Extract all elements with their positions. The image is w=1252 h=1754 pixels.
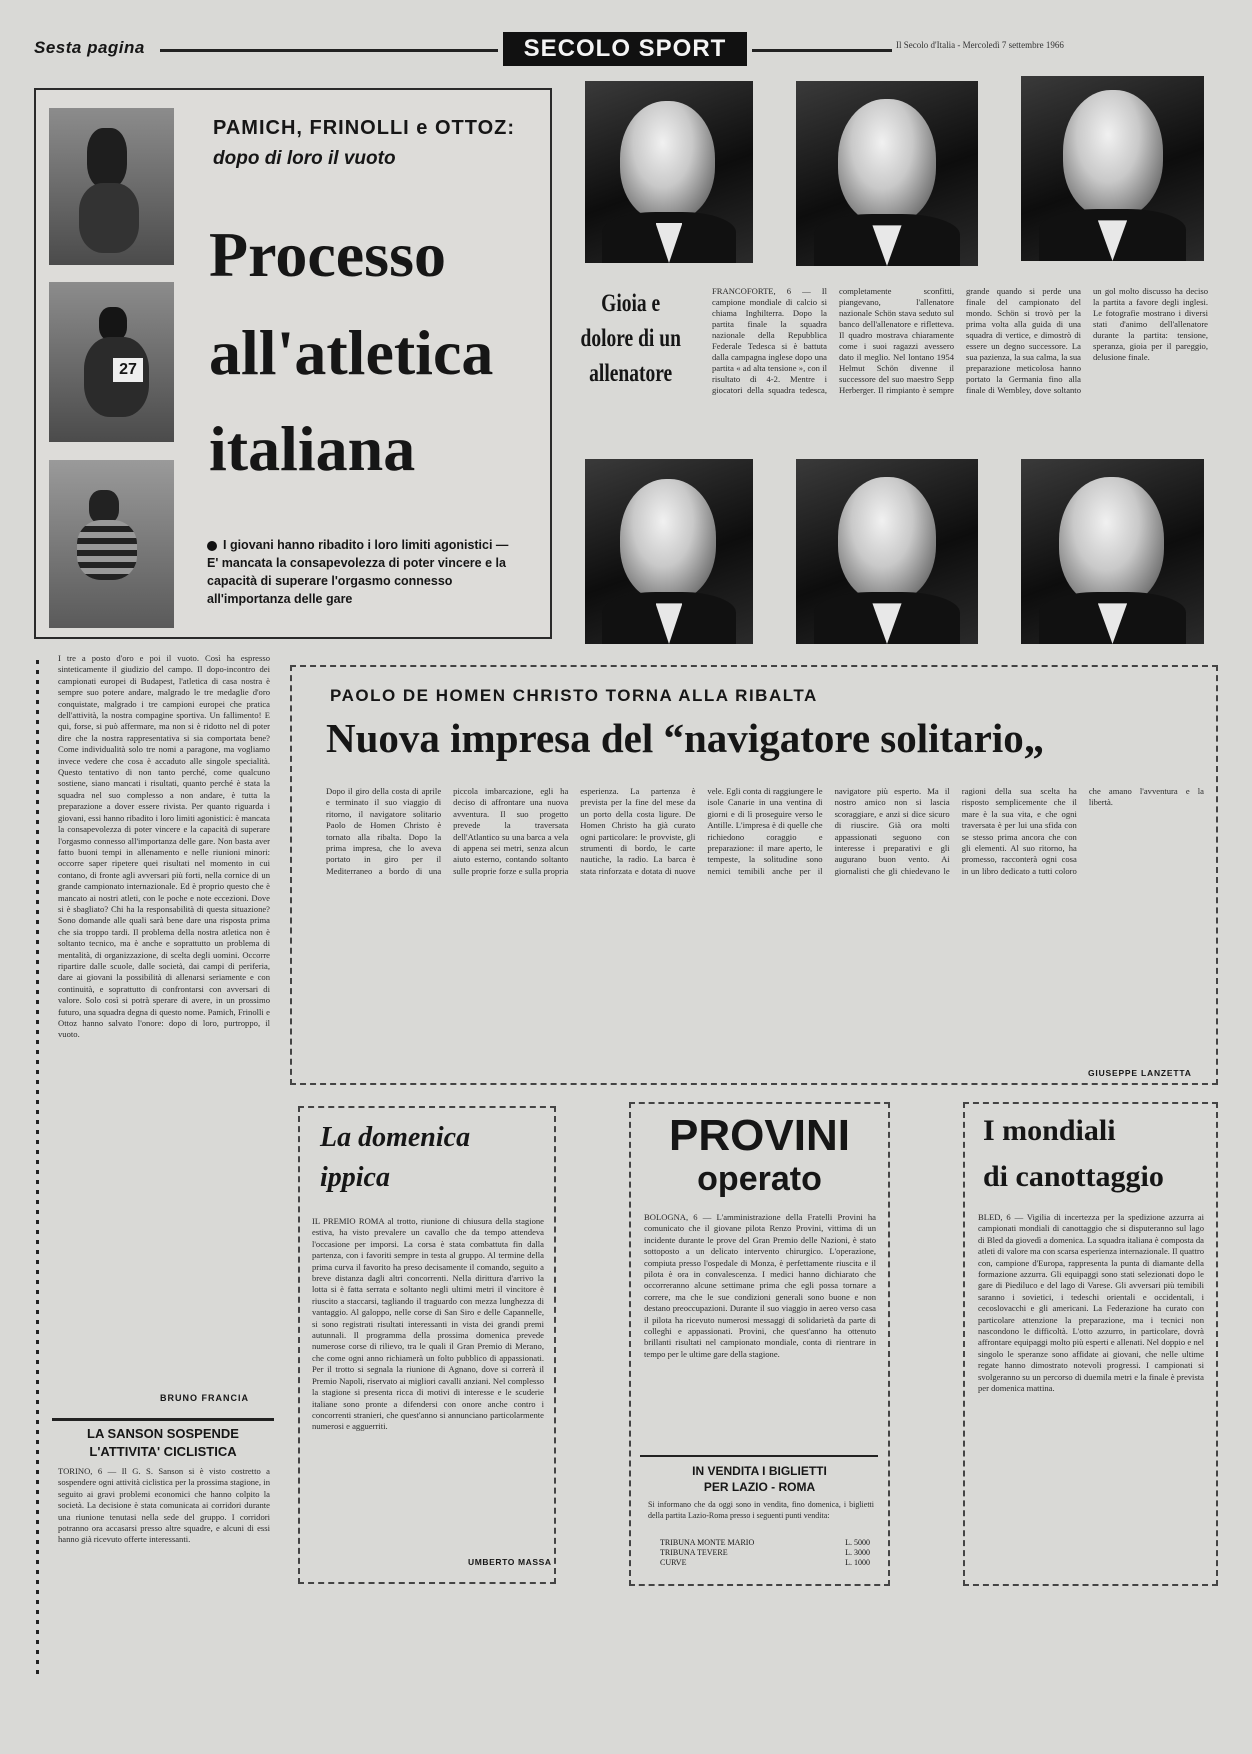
ippica-body: IL PREMIO ROMA al trotto, riunione di chiusura della stagione estiva, ha visto prevalere un cavallo che da tempo attendeva l'occasione per imporsi. La corsa è stata combattuta fin dalla partenza, con i favoriti sempre in testa al gruppo. Al termine della prima curva il favorito ha preso decisamente il comando, seguito a breve distanza dagli altri concorrenti. Nella dirittura d'arrivo la lotta si è fatta serrata e soltanto negli ultimi metri il vincitore è riuscito a staccarsi, tagliando il traguardo con mezza lunghezza di vantaggio. Al galoppo, nelle corse di San Siro e delle Capannelle, si sono registrati risultati interessanti in vista dei grandi premi autunnali. Il programma della prossima domenica prevede numerose corse di rilievo, tra le quali il Gran Premio di Merano, che come ogni anno richiamerà un folto pubblico di appassionati. Per il trotto si segnala la riunione di Agnano, dove si correrà il Premio Napoli, riservato ai migliori cavalli anziani. Nel complesso la stagione si presenta ricca di motivi di interesse e le scuderie italiane sono pronte a difendersi con onore anche contro i concorrenti stranieri, che quest'anno si annunciano particolarmente numerosi e agguerriti.	[312, 1216, 544, 1432]
sanson-box	[52, 1418, 274, 1421]
navigator-body: Dopo il giro della costa di aprile e terminato il suo viaggio di ritorno, il navigatore solitario Paolo de Homen Christo è tornato alla ribalta. Dopo la prima impresa, che lo aveva portato in giro per il Mediterraneo a bordo di una piccola imbarcazione, egli ha deciso di affrontare una nuova avventura. Il suo progetto prevede la traversata dell'Atlantico su una barca a vela di appena sei metri, senza alcun aiuto esterno, contando soltanto sulle proprie forze e sulla propria esperienza. La partenza è prevista per la fine del mese da un porto della costa ligure. De Homen Christo ha già curato ogni particolare: le provviste, gli strumenti di bordo, le carte nautiche, la radio. La barca è stata rinforzata e dotata di nuove vele. Egli conta di raggiungere le isole Canarie in una ventina di giorni e di lì proseguire verso le Antille. L'impresa è di quelle che richiedono coraggio e preparazione: il mare aperto, le tempeste, la solitudine sono nemici temibili anche per il navigatore più esperto. Ma il nostro amico non si lascia scoraggiare, e anzi si dice sicuro di riuscire. Già ora molti appassionati seguono con interesse i preparativi e gli augurano buon vento. Ai giornalisti che gli chiedevano le ragioni della sua scelta ha risposto semplicemente che il mare è la sua vita, e che ogni traversata è per lui una sfida con se stesso prima ancora che con gli elementi. Al suo ritorno, ha promesso, racconterà ogni cosa in un libro dedicato a tutti coloro che amano l'avventura e la libertà.	[326, 786, 1204, 876]
tickets-table	[660, 1538, 870, 1568]
ticket-sector: TRIBUNA TEVERE	[660, 1548, 728, 1557]
sanson-headline-1: LA SANSON SOSPENDE	[87, 1426, 239, 1441]
tickets-title-2: PER LAZIO - ROMA	[703, 1480, 816, 1494]
table-row	[660, 1558, 870, 1568]
sanson-body: TORINO, 6 — Il G. S. Sanson si è visto costretto a sospendere ogni attività ciclistica per la prossima stagione, in seguito ai gravi problemi economici che hanno colpito la società. La decisione è stata comunicata ai corridori durante una riunione tenutasi nella sede del gruppo. I corridori potranno ora accasarsi presso altre squadre, e alcuni di essi hanno già ricevuto offerte interessanti.	[58, 1466, 270, 1545]
feature-body: I tre a posto d'oro e poi il vuoto. Così ha espresso sinteticamente il giudizio del campo. Il dopo-incontro dei campionati europei di Budapest, l'atletica di casa nostra è sempre suo potere andare, malgrado le tre medaglie d'oro conquistate, malgrado i tre campioni europei che pratica dell'attività, la nostra compagine sportiva. Un fallimento! E qui, forse, si può affermare, ma non si è ridotto nel di poter dire che la nostra rappresentativa si sia comportata bene? Come individualità solo tre nomi a paragone, ma vogliamo invece vedere che cosa è accaduto alle singole specialità. Questo tentativo di non tanto perché, come qualcuno sostiene, siano mancati i risultati, quanto perché è stata la squadra nel suo complesso a non andare, è tutta la preparazione a dover essere rivista. Per quanto riguarda i giovani, essi hanno ribadito i loro limiti agonistici: è mancata la consapevolezza di poter vincere e la capacità di superare l'orgasmo connesso all'importanza delle gare. Non basta aver fatto buoni tempi in allenamento e nelle riunioni minori: occorre saper ripetere quei risultati nel momento in cui contano, di fronte agli avversari più forti, nella cornice di un grande campionato internazionale. Ed è proprio questo che è mancato ai nostri atleti, con le poche e note eccezioni. Dove si è sbagliato? Chi ha la responsabilità di questa situazione? Sono domande alle quali sarà bene dare una risposta prima che sia troppo tardi. Il problema della nostra atletica non è soltanto tecnico, ma è anche e soprattutto un problema di mentalità, di organizzazione, di scelta degli uomini. Occorre ripartire dalle scuole, dalle società, dai campi di periferia, dare ai giovani la possibilità di allenarsi seriamente e con continuità, e soprattutto di confrontarsi con avversari di valore. Solo così si potrà sperare di avere, in un prossimo futuro, una squadra degna di questo nome. Pamich, Frinolli e Ottoz hanno salvato l'onore: dopo di loro, purtroppo, il vuoto.	[58, 653, 270, 1040]
header-rule-right	[752, 49, 892, 52]
table-row	[660, 1548, 870, 1558]
coach-photo-3	[1021, 76, 1204, 261]
provini-headline-2: operato	[697, 1160, 822, 1198]
coach-headline: Gioia e dolore di un allenatore	[580, 290, 681, 387]
feature-headline-2: all'atletica	[209, 317, 494, 388]
coach-photo-2	[796, 81, 978, 266]
feature-summary: I giovani hanno ribadito i loro limiti agonistici — E' mancata la consapevolezza di poter vincere e la capacità di superare l'orgasmo connesso all'importanza delle gare	[207, 538, 509, 606]
coach-photo-5	[796, 459, 978, 644]
canottaggio-body: BLED, 6 — Vigilia di incertezza per la spedizione azzurra ai campionati mondiali di canottaggio che si disputeranno sul lago di Bled da giovedì a domenica. La squadra italiana è composta da atleti di valore ma con scarsa esperienza internazionale. Il quattro con, campione d'Europa, rappresenta la punta di diamante della formazione azzurra. Gli equipaggi sono stati selezionati dopo le gare di Piediluco e del lago di Varese. Gli avversari più temibili saranno i sovietici, i tedeschi orientali e occidentali, i cecoslovacchi e gli americani. La Federazione ha curato con particolare attenzione la preparazione, ma i tecnici non nascondono le difficoltà. L'otto azzurro, in particolare, dovrà affrontare equipaggi molto più esperti e allenati. Nel doppio e nel singolo le speranze sono affidate ai giovani, che nelle ultime regate hanno dimostrato notevoli progressi. I campionati si svolgeranno su un percorso di duemila metri e la finale è prevista per domenica mattina.	[978, 1212, 1204, 1394]
navigator-headline: Nuova impresa del “navigatore solitario„	[326, 715, 1045, 761]
ticket-sector: TRIBUNA MONTE MARIO	[660, 1538, 755, 1547]
athlete-photo-3	[49, 460, 174, 628]
coach-face	[1059, 477, 1164, 607]
navigator-kicker: PAOLO DE HOMEN CHRISTO TORNA ALLA RIBALTA	[330, 686, 818, 705]
tickets-intro: Si informano che da oggi sono in vendita, fino domenica, i biglietti della partita Lazio-Roma presso i seguenti punti vendita:	[648, 1500, 874, 1520]
athlete-photo-1	[49, 108, 174, 265]
coach-face	[838, 477, 936, 602]
coach-face	[838, 99, 936, 224]
page-label: Sesta pagina	[34, 38, 145, 57]
section-title: SECOLO SPORT	[503, 32, 747, 66]
athlete-photo-2	[49, 282, 174, 442]
runner-icon	[87, 128, 127, 188]
feature-headline-1: Processo	[209, 219, 446, 290]
ticket-price: L. 5000	[845, 1538, 870, 1547]
runner-icon	[77, 520, 137, 580]
coach-photo-1	[585, 81, 753, 263]
tickets-title-1: IN VENDITA I BIGLIETTI	[692, 1464, 827, 1478]
feature-author: BRUNO FRANCIA	[160, 1393, 249, 1403]
coach-face	[620, 479, 716, 601]
ippica-headline-2: ippica	[320, 1162, 390, 1193]
coach-photo-4	[585, 459, 753, 644]
canottaggio-headline-1: I mondiali	[983, 1114, 1116, 1147]
header-rule-left	[160, 49, 498, 52]
canottaggio-headline-2: di canottaggio	[983, 1160, 1164, 1193]
ippica-author: UMBERTO MASSA	[468, 1557, 552, 1567]
runner-icon	[79, 183, 139, 253]
runner-icon	[89, 490, 119, 524]
coach-body: FRANCOFORTE, 6 — Il campione mondiale di calcio si chiama Inghilterra. Dopo la partita finale la squadra nazionale della Repubblica Federale Tedesca si è battuta dalla campagna inglese dopo una partita « ad alta tensione », con il risultato di 4-2. Mentre i giocatori della squadra tedesca, completamente sconfitti, piangevano, l'allenatore nazionale Schön stava seduto sul banco dell'allenatore e rifletteva. Il quadro mostrava chiaramente come i suoi ragazzi avessero dato il meglio. Nel lontano 1954 Helmut Schön divenne il successore del suo maestro Sepp Herberger. Il rimpianto è sempre grande quando si perde una finale del campionato del mondo. Schön si trovò per la prima volta alla guida di una squadra di vertice, e dimostrò di essere un degno successore. La sua pazienza, la sua calma, la sua preparazione meticolosa hanno portato la Germania fino alla finale di Wembley, dove soltanto un gol molto discusso ha deciso la partita a favore degli inglesi. Le fotografie mostrano i diversi stati d'animo dell'allenatore durante la partita: tensione, speranza, gioia per il pareggio, delusione finale.	[712, 286, 1208, 395]
sanson-headline-2: L'ATTIVITA' CICLISTICA	[89, 1444, 237, 1459]
provini-divider	[640, 1455, 878, 1457]
provini-headline-1: PROVINI	[669, 1111, 850, 1160]
ticket-price: L. 3000	[845, 1548, 870, 1557]
left-column-marks	[36, 660, 39, 1680]
coach-photo-6	[1021, 459, 1204, 644]
ticket-sector: CURVE	[660, 1558, 687, 1567]
bib-number: 27	[113, 358, 143, 382]
runner-icon	[99, 307, 127, 341]
feature-subkicker: dopo di loro il vuoto	[213, 148, 396, 169]
coach-face	[620, 101, 715, 221]
navigator-author: GIUSEPPE LANZETTA	[1088, 1068, 1192, 1078]
provini-body: BOLOGNA, 6 — L'amministrazione della Fratelli Provini ha comunicato che il giovane pilota Renzo Provini, vittima di un incidente durante le prove del Gran Premio delle Nazioni, è stato sottoposto a un delicato intervento chirurgico. L'operazione, compiuta presso l'ospedale di Monza, è perfettamente riuscita e il pilota è ora in convalescenza. I medici hanno dichiarato che occorreranno alcune settimane prima che egli possa tornare a correre, ma che le sue condizioni generali sono buone e non destano preoccupazioni. Durante il suo viaggio in aereo verso casa il pilota ha ricevuto numerosi messaggi di solidarietà da parte di colleghi e appassionati. Provini, che quest'anno ha ottenuto brillanti risultati nel campionato mondiale, conta di rientrare in tempo per le ultime gare della stagione.	[644, 1212, 876, 1359]
feature-kicker: PAMICH, FRINOLLI e OTTOZ:	[213, 117, 516, 139]
table-row	[660, 1538, 870, 1548]
ticket-price: L. 1000	[845, 1558, 870, 1567]
feature-headline-3: italiana	[209, 413, 416, 484]
coach-face	[1063, 90, 1163, 218]
dateline: Il Secolo d'Italia - Mercoledì 7 settembre 1966	[896, 40, 1064, 50]
ippica-headline-1: La domenica	[320, 1122, 471, 1153]
